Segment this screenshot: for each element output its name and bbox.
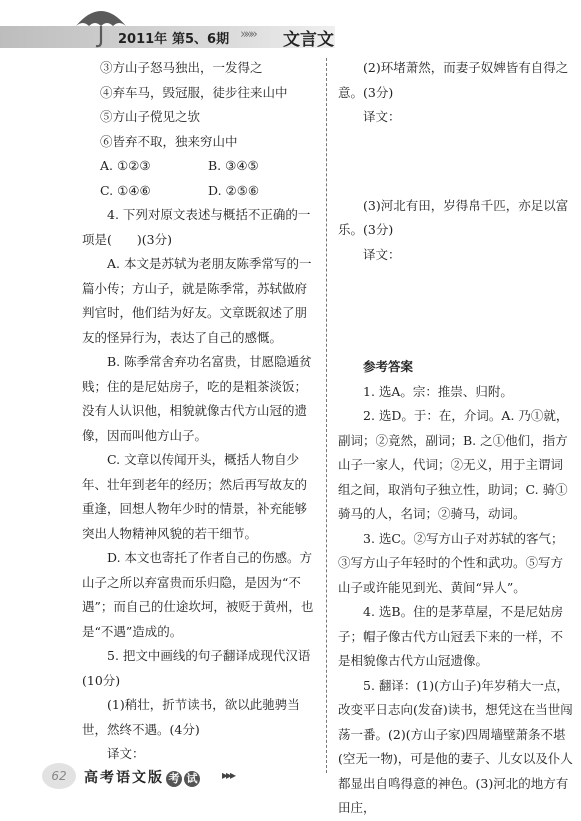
question-4-option-c: C. 文章以传闻开头，概括人物自少年、壮年到老年的经历；然后再写故友的重逢，回想人物年少时的情景，补充能够突出人物精神风貌的若干细节。: [82, 452, 308, 541]
question-4-option-d: D. 本文也寄托了作者自己的伤感。方山子之所以弃富贵而乐归隐，是因为“不遇”；而自己的仕途坎坷，被贬于黄州，也是“不遇”造成的。: [82, 550, 314, 639]
question-4-option-b: B. 陈季常舍弃功名富贵，甘愿隐遁贫贱；住的是尼姑房子，吃的是粗茶淡饭；没有人认识他，相貌就像古代方山冠的遗像，因而叫他方山子。: [82, 354, 312, 443]
question-4-option-a: A. 本文是苏轼为老朋友陈季常写的一篇小传；方山子，就是陈季常，苏轼做府判官时，他们结为好友。文章既叙述了朋友的怪异行为，表达了自己的感慨。: [82, 256, 312, 345]
choices-row-1: [82, 154, 316, 179]
choices-row-2: [82, 179, 316, 204]
question-5-part-1: (1)稍壮，折节读书，欲以此驰骋当世，然终不遇。(4分): [82, 697, 300, 737]
answers-title: 参考答案: [363, 359, 414, 374]
footer-title-text: 高考语文版: [84, 770, 164, 786]
translation-label-1: 译文：: [107, 746, 145, 761]
page-header: [0, 0, 581, 52]
question-5-part-2: (2)环堵萧然，而妻子奴婢皆有自得之意。(3分): [338, 60, 569, 100]
header-section-title: 文言文: [283, 30, 334, 50]
header-year: 2011年: [118, 32, 168, 47]
answer-4: 4. 选B。住的是茅草屋，不是尼姑房子；帽子像古代方山冠丢下来的一样，不是相貌像古代方山冠遗像。: [338, 604, 564, 668]
answer-5: 5. 翻译：(1)(方山子)年岁稍大一点，改变平日志向(发奋)读书，想凭这在当世闯荡一番。(2)(方山子家)四周墙壁萧条不堪(空无一物)，可是他的妻子、儿女以及仆人都显出自鸣得意的神色。(3)河北的地方有田庄，: [338, 677, 573, 815]
column-divider: [326, 58, 327, 773]
page-footer: [30, 760, 330, 794]
question-5-part-3: (3)河北有田，岁得帛千匹，亦足以富乐。(3分): [338, 197, 569, 237]
choice-b: B. ③④⑤: [208, 158, 259, 173]
choice-c: C. ①④⑥: [100, 182, 151, 198]
header-issue: 第5、6期: [172, 32, 230, 47]
left-column: [82, 56, 316, 767]
footer-badge-shi: 试: [184, 771, 200, 787]
right-column: [338, 56, 574, 821]
question-4: 4. 下列对原文表述与概括不正确的一项是( )(3分): [82, 207, 311, 247]
question-5: 5. 把文中画线的句子翻译成现代汉语(10分): [82, 648, 311, 688]
answer-space-2: [338, 130, 574, 194]
choice-a: A. ①②③: [100, 158, 151, 173]
translation-label-2: 译文：: [363, 109, 401, 124]
answer-2: 2. 选D。于：在，介词。A. 乃①就，副词；②竟然，副词；B. 之①他们，指方山子一家人，代词；②无义，用于主谓词组之间，取消句子独立性，助词；C. 骑①骑马的人，名词；②骑马，动词。: [338, 408, 569, 521]
footer-badge-kao: 考: [166, 771, 182, 787]
answer-1: 1. 选A。宗：推崇、归附。: [363, 383, 513, 399]
footer-arrows-icon: ▸▸▸: [222, 768, 235, 782]
header-arrows-icon: »»»: [240, 27, 255, 42]
choice-d: D. ②⑤⑥: [208, 182, 260, 198]
option-4: ④弃车马，毁冠服，徒步往来山中: [100, 84, 288, 100]
option-6: ⑥皆弃不取，独来穷山中: [100, 133, 238, 149]
page-number: 62: [42, 763, 76, 789]
answer-space-3: [338, 267, 574, 355]
footer-title: [84, 767, 200, 787]
option-5: ⑤方山子傥见之欤: [100, 109, 201, 124]
answer-3: 3. 选C。②写方山子对苏轼的客气；③写方山子年轻时的个性和武功。⑤写方山子或许能见到光、黄间“异人”。: [338, 530, 564, 595]
option-3: ③方山子怒马独出，一发得之: [100, 60, 263, 75]
translation-label-3: 译文：: [363, 246, 401, 262]
